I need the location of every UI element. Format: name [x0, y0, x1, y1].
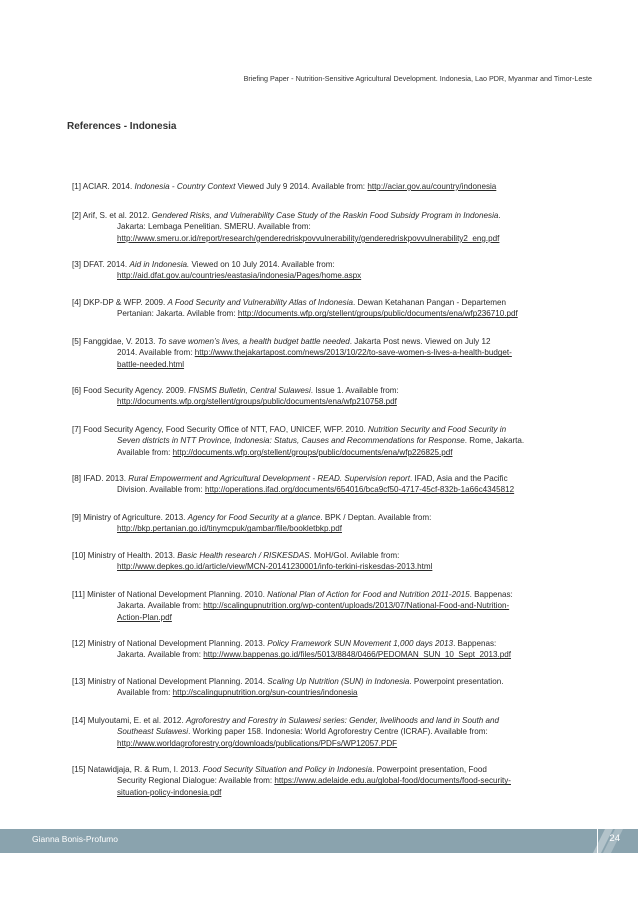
reference-text: . Powerpoint presentation.	[409, 677, 504, 686]
reference-item	[72, 336, 592, 370]
reference-link[interactable]: http://aciar.gov.au/country/indonesia	[367, 182, 497, 191]
reference-title-text: FNSMS Bulletin, Central Sulawesi	[188, 386, 311, 395]
page-number: 24	[609, 833, 620, 844]
reference-text: [13] Ministry of National Development Planning. 2014.	[72, 677, 268, 686]
reference-title-text: Seven districts in NTT Province, Indonesia: Status, Causes and Recommendations for Response	[117, 436, 465, 446]
reference-title-text: Gendered Risks, and Vulnerability Case Study of the Raskin Food Subsidy Program in Indonesia	[151, 211, 499, 220]
reference-item	[72, 589, 592, 623]
reference-text: . IFAD, Asia and the Pacific	[410, 474, 508, 483]
reference-text: . Bappenas:	[469, 590, 513, 599]
reference-line	[72, 297, 592, 308]
reference-text: [7] Food Security Agency, Food Security Office of NTT, FAO, UNICEF, WFP. 2010.	[72, 425, 368, 434]
running-header: Briefing Paper - Nutrition-Sensitive Agricultural Development. Indonesia, Lao PDR, Myanmar and Timor-Leste	[243, 74, 592, 83]
reference-line	[72, 787, 592, 798]
reference-line	[72, 385, 592, 396]
reference-title-text: To save women’s lives, a health budget battle needed	[157, 337, 350, 346]
reference-link[interactable]: http://www.smeru.or.id/report/research/genderedriskpovvulnerability/genderedriskpovvulnerability2_eng.pdf	[117, 233, 500, 243]
reference-title-text: Nutrition Security and Food Security in	[367, 425, 507, 434]
reference-item	[72, 550, 592, 573]
reference-line	[72, 612, 592, 623]
reference-text: [3] DFAT. 2014.	[72, 260, 130, 269]
reference-text: Viewed July 9 2014. Available from:	[235, 182, 368, 191]
reference-item	[72, 512, 592, 535]
reference-title-text: A Food Security and Vulnerability Atlas of Indonesia	[167, 298, 354, 307]
reference-text: Jakarta. Available from:	[117, 650, 204, 660]
reference-item	[72, 385, 592, 408]
reference-line	[72, 308, 592, 319]
reference-line	[72, 359, 592, 370]
reference-link[interactable]: https://www.adelaide.edu.au/global-food/documents/food-security-	[274, 776, 511, 786]
reference-text: Jakarta. Available from:	[117, 601, 204, 611]
reference-item	[72, 715, 592, 749]
reference-line	[72, 473, 592, 484]
reference-title-text: Agroforestry and Forestry in Sulawesi series: Gender, livelihoods and land in South and	[185, 716, 499, 725]
reference-link[interactable]: http://documents.wfp.org/stellent/groups/public/documents/ena/wfp210758.pdf	[117, 397, 397, 407]
reference-line	[72, 221, 592, 232]
reference-line	[72, 649, 592, 660]
reference-text: Jakarta: Lembaga Penelitian. SMERU. Available from:	[117, 222, 311, 232]
reference-link[interactable]: http://bkp.pertanian.go.id/tinymcpuk/gambar/file/bookletbkp.pdf	[117, 524, 342, 534]
reference-text: Pertanian: Jakarta. Avilable from:	[117, 309, 238, 319]
reference-title-text: Agency for Food Security at a glance	[187, 513, 321, 522]
reference-link[interactable]: http://www.worldagroforestry.org/downloads/publications/PDFs/WP12057.PDF	[117, 738, 398, 748]
reference-text: . Rome, Jakarta.	[464, 436, 525, 446]
reference-line	[72, 589, 592, 600]
reference-line	[72, 210, 592, 221]
reference-link[interactable]: Action-Plan.pdf	[117, 612, 172, 622]
reference-line	[72, 424, 592, 435]
reference-line	[72, 447, 592, 458]
reference-text: Available from:	[117, 447, 173, 457]
reference-line	[72, 775, 592, 786]
reference-text: [15] Natawidjaja, R. & Rum, I. 2013.	[72, 765, 203, 774]
reference-item	[72, 424, 592, 458]
reference-line	[72, 435, 592, 446]
reference-text: . Bappenas:	[453, 639, 497, 648]
reference-line	[72, 259, 592, 270]
reference-text: [12] Ministry of National Development Planning. 2013.	[72, 639, 268, 648]
reference-item	[72, 676, 592, 699]
reference-link[interactable]: http://operations.ifad.org/documents/654016/bca9cf50-4717-45cf-832b-1a66c4345812	[205, 485, 515, 495]
reference-text: [4] DKP-DP & WFP. 2009.	[72, 298, 168, 307]
reference-item	[72, 764, 592, 798]
reference-link[interactable]: http://scalingupnutrition.org/wp-content/uploads/2013/07/National-Food-and-Nutrition-	[203, 601, 510, 611]
reference-line	[72, 484, 592, 495]
reference-title-text: Aid in Indonesia.	[129, 260, 190, 269]
reference-link[interactable]: http://www.depkes.go.id/article/view/MCN-20141230001/info-terkini-riskesdas-2013.html	[117, 562, 433, 572]
reference-text: . Issue 1. Available from:	[310, 386, 399, 395]
reference-text: [9] Ministry of Agriculture. 2013.	[72, 513, 188, 522]
reference-line	[72, 687, 592, 698]
reference-title-text: Food Security Situation and Policy in Indonesia	[202, 765, 373, 774]
reference-line	[72, 715, 592, 726]
reference-line	[72, 638, 592, 649]
reference-title-text: Policy Framework SUN Movement 1,000 days 2013	[267, 639, 454, 648]
reference-link[interactable]: battle-needed.html	[117, 359, 185, 369]
reference-text: . Working paper 158. Indonesia: World Agroforestry Centre (ICRAF). Available from:	[188, 727, 488, 737]
reference-text: . MoH/GoI. Avilable from:	[309, 551, 400, 560]
reference-link[interactable]: http://aid.dfat.gov.au/countries/eastasia/indonesia/Pages/home.aspx	[117, 271, 362, 281]
reference-text: Viewed on 10 July 2014. Available from:	[189, 260, 335, 269]
reference-text: [5] Fanggidae, V. 2013.	[72, 337, 158, 346]
reference-title-text: Rural Empowerment and Agricultural Development - READ. Supervision report	[128, 474, 411, 483]
reference-link[interactable]: http://scalingupnutrition.org/sun-countries/indonesia	[172, 688, 358, 698]
reference-link[interactable]: http://www.thejakartapost.com/news/2013/10/22/to-save-women-s-lives-a-health-budget-	[194, 348, 512, 358]
reference-line	[72, 600, 592, 611]
reference-text: . Jakarta Post news. Viewed on July 12	[349, 337, 491, 346]
reference-item	[72, 473, 592, 496]
reference-item	[72, 210, 592, 244]
reference-title-text: Indonesia - Country Context	[134, 182, 236, 191]
reference-text: . Dewan Ketahanan Pangan - Departemen	[353, 298, 507, 307]
reference-text: [6] Food Security Agency. 2009.	[72, 386, 189, 395]
reference-text: [2] Arif, S. et al. 2012.	[72, 211, 152, 220]
reference-link[interactable]: situation-policy-indonesia.pdf	[117, 787, 222, 797]
reference-line	[72, 512, 592, 523]
reference-text: . Powerpoint presentation, Food	[372, 765, 487, 774]
reference-item	[72, 181, 592, 192]
reference-line	[72, 550, 592, 561]
reference-line	[72, 676, 592, 687]
reference-title-text: National Plan of Action for Food and Nutrition 2011-2015	[267, 590, 470, 599]
reference-text: Security Regional Dialogue: Available from:	[117, 776, 275, 786]
reference-text: [14] Mulyoutami, E. et al. 2012.	[72, 716, 186, 725]
reference-line	[72, 181, 592, 192]
footer-chevron-decoration	[593, 829, 638, 853]
reference-link[interactable]: http://documents.wfp.org/stellent/groups/public/documents/ena/wfp236710.pdf	[237, 309, 518, 319]
reference-title-text: Southeast Sulawesi	[117, 727, 189, 737]
reference-title-text: Basic Health research / RISKESDAS	[177, 551, 310, 560]
reference-line	[72, 270, 592, 281]
reference-line	[72, 764, 592, 775]
reference-line	[72, 336, 592, 347]
reference-line	[72, 233, 592, 244]
reference-item	[72, 297, 592, 320]
section-title: References - Indonesia	[67, 121, 177, 132]
reference-text: .	[498, 211, 501, 220]
reference-title-text: Scaling Up Nutrition (SUN) in Indonesia	[267, 677, 410, 686]
reference-text: [11] Minister of National Development Planning. 2010.	[72, 590, 268, 599]
reference-line	[72, 738, 592, 749]
reference-line	[72, 347, 592, 358]
reference-line	[72, 523, 592, 534]
reference-link[interactable]: http://www.bappenas.go.id/files/5013/8848/0466/PEDOMAN_SUN_10_Sept_2013.pdf	[203, 650, 512, 660]
footer-bar	[0, 829, 638, 853]
footer-author: Gianna Bonis-Profumo	[32, 834, 118, 844]
reference-item	[72, 259, 592, 282]
reference-line	[72, 726, 592, 737]
reference-text: [10] Ministry of Health. 2013.	[72, 551, 178, 560]
reference-text: Available from:	[117, 688, 173, 698]
reference-text: . BPK / Deptan. Available from:	[320, 513, 432, 522]
reference-line	[72, 396, 592, 407]
reference-text: 2014. Available from:	[117, 348, 195, 358]
reference-text: [1] ACIAR. 2014.	[72, 182, 135, 191]
reference-line	[72, 561, 592, 572]
reference-text: Division. Available from:	[117, 485, 206, 495]
reference-item	[72, 638, 592, 661]
reference-text: [8] IFAD. 2013.	[72, 474, 129, 483]
reference-link[interactable]: http://documents.wfp.org/stellent/groups/public/documents/ena/wfp226825.pdf	[172, 447, 453, 457]
